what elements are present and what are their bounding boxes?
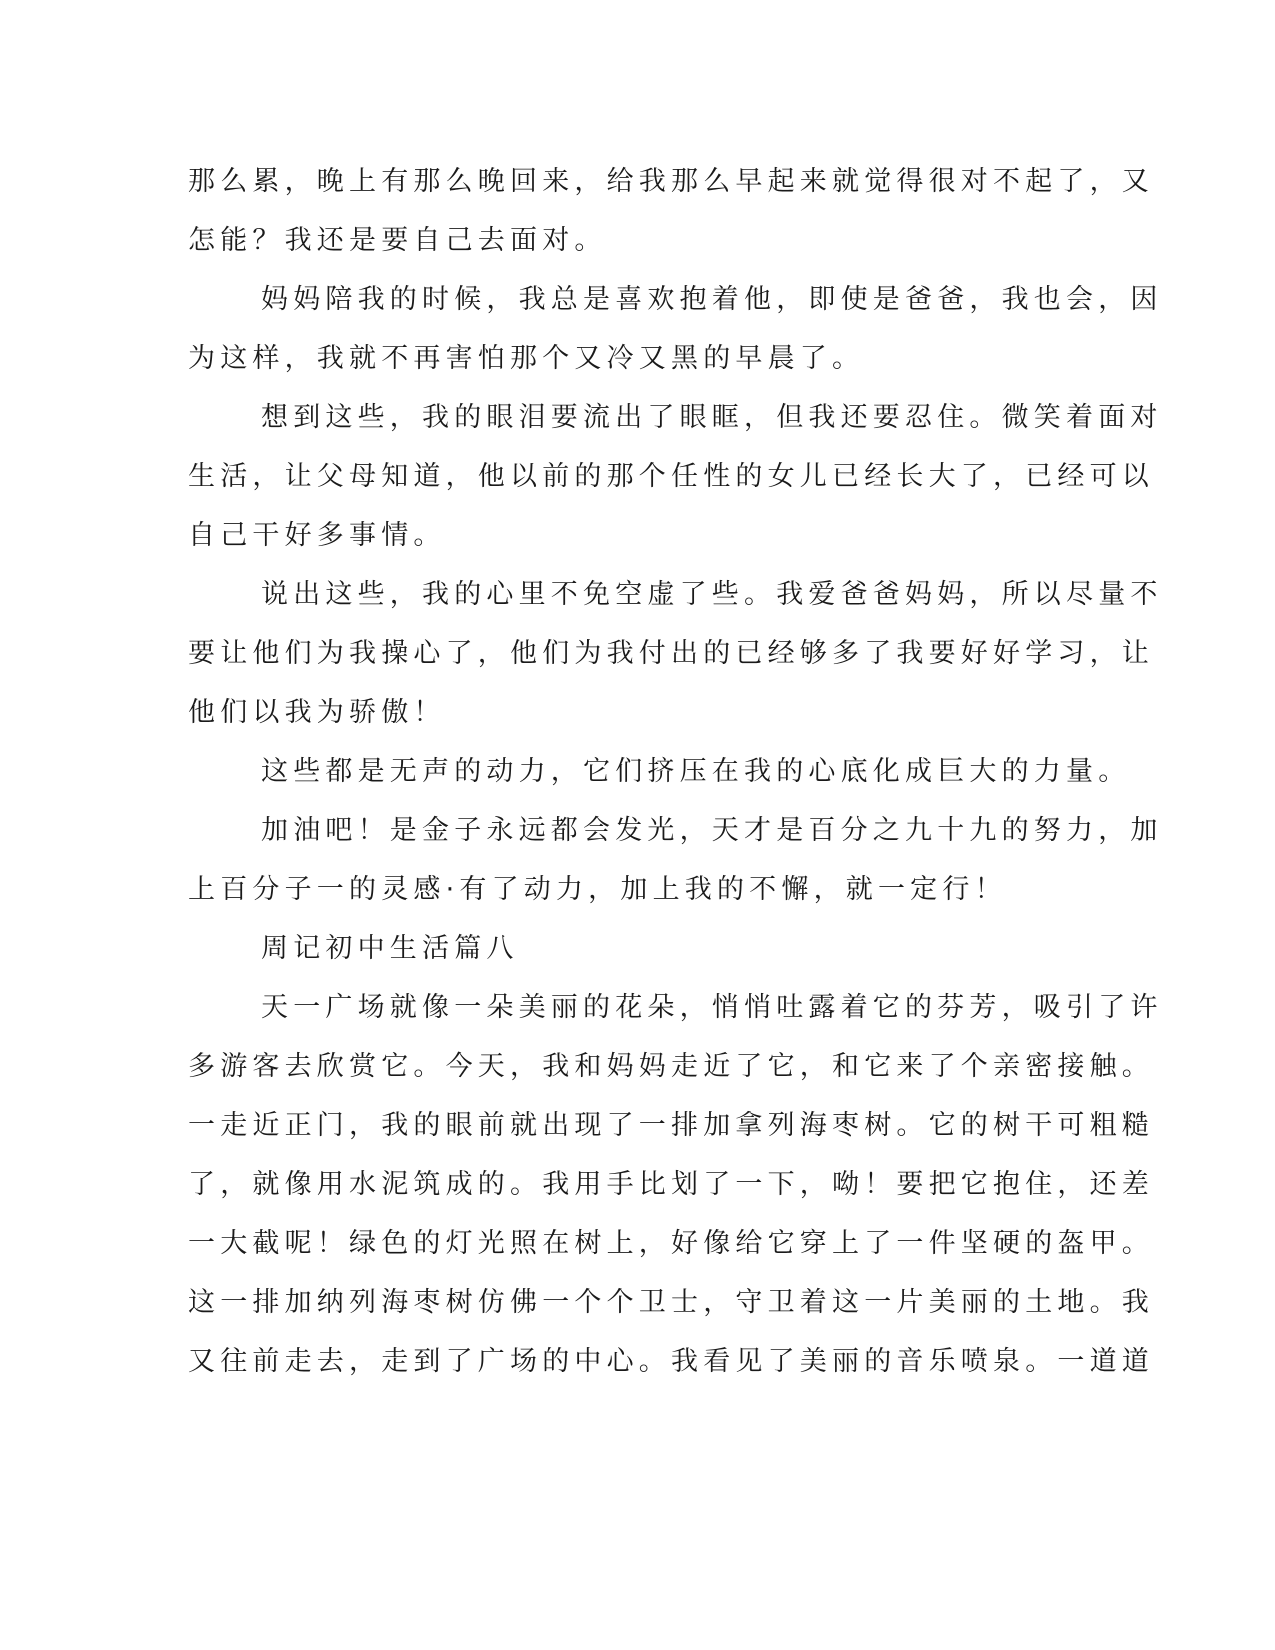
paragraph-start-line: 说出这些，我的心里不免空虚了些。我爱爸爸妈妈，所以尽量不 bbox=[261, 579, 1163, 610]
paragraph-start-line: 想到这些，我的眼泪要流出了眼眶，但我还要忍住。微笑着面对 bbox=[261, 402, 1163, 433]
text-line: 怎能？我还是要自己去面对。 bbox=[188, 225, 607, 256]
text-line: 了，就像用水泥筑成的。我用手比划了一下，呦！要把它抱住，还差 bbox=[188, 1169, 1154, 1200]
text-line: 上百分子一的灵感·有了动力，加上我的不懈，就一定行！ bbox=[188, 874, 1007, 905]
text-line: 为这样，我就不再害怕那个又冷又黑的早晨了。 bbox=[188, 343, 865, 374]
paragraph-start-line: 妈妈陪我的时候，我总是喜欢抱着他，即使是爸爸，我也会，因 bbox=[261, 284, 1163, 315]
section-heading: 周记初中生活篇八 bbox=[261, 933, 519, 964]
text-line: 那么累，晚上有那么晚回来，给我那么早起来就觉得很对不起了，又 bbox=[188, 166, 1154, 197]
text-line: 这一排加纳列海枣树仿佛一个个卫士，守卫着这一片美丽的土地。我 bbox=[188, 1287, 1154, 1318]
text-line: 要让他们为我操心了，他们为我付出的已经够多了我要好好学习，让 bbox=[188, 638, 1154, 669]
paragraph-start-line: 这些都是无声的动力，它们挤压在我的心底化成巨大的力量。 bbox=[261, 756, 1131, 787]
paragraph-start-line: 加油吧！是金子永远都会发光，天才是百分之九十九的努力，加 bbox=[261, 815, 1163, 846]
text-line: 生活，让父母知道，他以前的那个任性的女儿已经长大了，已经可以 bbox=[188, 461, 1154, 492]
text-line: 一走近正门，我的眼前就出现了一排加拿列海枣树。它的树干可粗糙 bbox=[188, 1110, 1154, 1141]
text-line: 自己干好多事情。 bbox=[188, 520, 446, 551]
text-line: 他们以我为骄傲！ bbox=[188, 697, 446, 728]
paragraph-start-line: 天一广场就像一朵美丽的花朵，悄悄吐露着它的芬芳，吸引了许 bbox=[261, 992, 1163, 1023]
text-line: 又往前走去，走到了广场的中心。我看见了美丽的音乐喷泉。一道道 bbox=[188, 1346, 1154, 1377]
text-line: 一大截呢！绿色的灯光照在树上，好像给它穿上了一件坚硬的盔甲。 bbox=[188, 1228, 1154, 1259]
text-line: 多游客去欣赏它。今天，我和妈妈走近了它，和它来了个亲密接触。 bbox=[188, 1051, 1154, 1082]
